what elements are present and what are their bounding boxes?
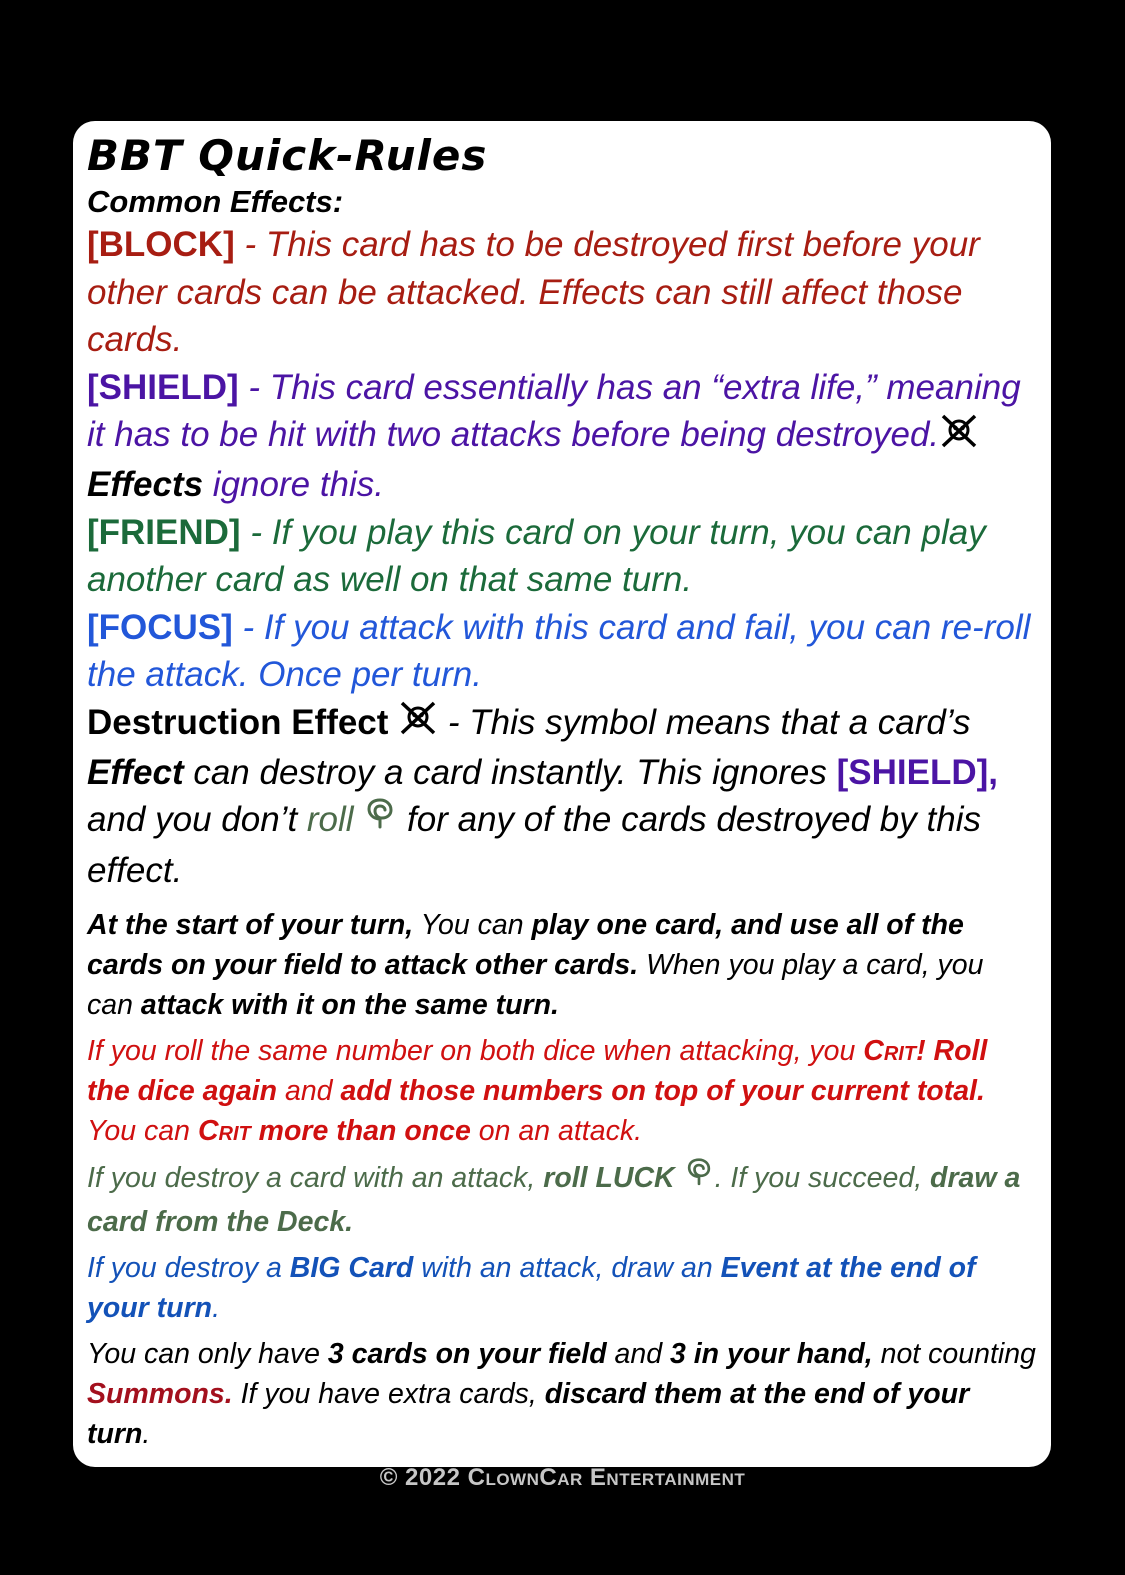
crit-p2: Crit!	[863, 1034, 926, 1067]
turn-p1: At the start of your turn,	[87, 908, 414, 941]
destruction-effect-word: Effect	[87, 752, 184, 792]
spiral-luck-icon	[683, 1157, 715, 1202]
big-p1: If you destroy a	[87, 1251, 290, 1284]
crit-p1: If you roll the same number on both dice when attacking, you	[87, 1034, 864, 1067]
block-rule	[87, 221, 1037, 364]
big-p3: with an attack, draw an	[413, 1251, 721, 1284]
shield-text-a: - This card essentially has an “extra life,” meaning it has to be hit with two attacks before being destroyed.	[87, 367, 1021, 454]
big-p2: BIG Card	[289, 1251, 414, 1284]
crit-p3: Roll the dice again	[87, 1034, 988, 1107]
destruction-text-b: can destroy a card instantly. This ignores	[183, 752, 837, 792]
destruction-text-d: for any of the cards destroyed by this effect.	[87, 800, 981, 890]
destruction-roll-word: roll	[306, 800, 354, 839]
big-p5: .	[212, 1291, 220, 1324]
big-card-rule	[87, 1248, 1037, 1328]
spiral-luck-icon	[363, 797, 397, 848]
turn-p5: attack with it on the same turn.	[140, 988, 559, 1021]
card-title: BBT Quick-Rules	[87, 131, 488, 180]
destruction-text-c: and you don’t	[87, 800, 307, 839]
limit-p5: not counting	[872, 1337, 1036, 1370]
crossed-skull-icon	[939, 413, 979, 462]
limit-rule	[87, 1334, 1037, 1454]
focus-rule	[87, 604, 1037, 699]
shield-text-b: ignore this.	[203, 465, 385, 504]
crossed-skull-icon	[398, 700, 438, 749]
friend-keyword: [FRIEND]	[87, 512, 241, 552]
turn-rule	[87, 905, 1037, 1025]
luck-p3: . If you succeed,	[714, 1161, 931, 1194]
shield-rule	[87, 364, 1037, 509]
limit-summons-word: Summons.	[87, 1377, 233, 1410]
destruction-heading: Destruction Effect	[87, 702, 389, 742]
luck-p4: draw a card from the Deck.	[87, 1161, 1021, 1238]
limit-p8: discard them at the end of your turn	[87, 1377, 970, 1450]
crit-p9: on an attack.	[470, 1114, 642, 1147]
focus-text: - If you attack with this card and fail, you can re-roll the attack. Once per turn.	[87, 607, 1031, 694]
crit-p5: add those numbers on top of your current total.	[340, 1074, 985, 1107]
destruction-rule	[87, 699, 1037, 895]
turn-p4: When you play a card, you can	[87, 948, 984, 1021]
limit-p7: If you have extra cards,	[232, 1377, 545, 1410]
destruction-text-a: - This symbol means that a card’s	[438, 702, 971, 742]
limit-p9: .	[142, 1417, 151, 1450]
limit-p2: 3 cards on your field	[327, 1337, 607, 1370]
friend-rule	[87, 509, 1037, 604]
luck-p1: If you destroy a card with an attack,	[87, 1161, 544, 1194]
copyright-footer: © 2022 ClownCar Entertainment	[379, 1464, 746, 1491]
destruction-shield-word: [SHIELD],	[836, 752, 998, 792]
limit-p3: and	[606, 1337, 670, 1370]
shield-effects-word: Effects	[87, 465, 204, 504]
block-text: - This card has to be destroyed first before your other cards can be attacked. Effects can still affect those cards.	[87, 225, 980, 359]
crit-p4: and	[277, 1074, 341, 1107]
crit-p7: Crit	[197, 1114, 251, 1147]
turn-p2: You can	[413, 908, 532, 941]
turn-p3: play one card, and use all of the cards on your field to attack other cards.	[87, 908, 964, 981]
focus-keyword: [FOCUS]	[87, 607, 233, 647]
crit-p8: more than once	[250, 1114, 471, 1147]
big-p4: Event at the end of your turn	[87, 1251, 976, 1324]
limit-p4: 3 in your hand,	[670, 1337, 873, 1370]
limit-p1: You can only have	[87, 1337, 328, 1370]
block-keyword: [BLOCK]	[87, 225, 235, 264]
luck-p2: roll LUCK	[543, 1161, 675, 1194]
crit-p6: You can	[87, 1114, 198, 1147]
crit-rule	[87, 1031, 1037, 1151]
shield-keyword: [SHIELD]	[87, 367, 239, 407]
luck-rule	[87, 1157, 1037, 1242]
rules-card	[73, 121, 1051, 1467]
friend-text: - If you play this card on your turn, you can play another card as well on that same turn.	[87, 512, 986, 599]
common-effects-heading: Common Effects:	[87, 184, 344, 219]
